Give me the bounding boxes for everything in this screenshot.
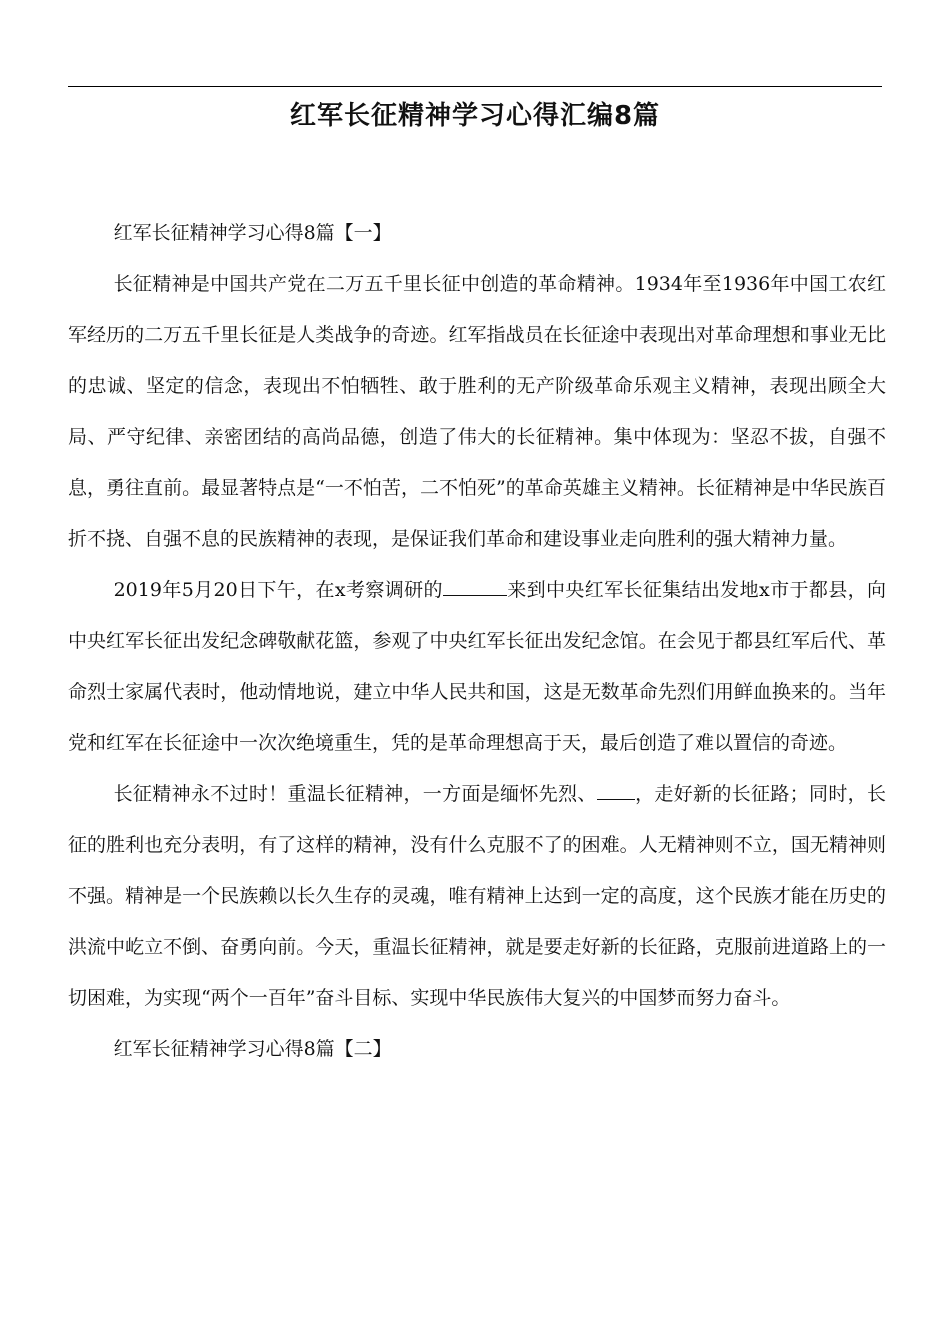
fill-in-blank [597, 778, 635, 800]
paragraph-2 [68, 565, 886, 769]
fill-in-blank [443, 574, 507, 596]
paragraph-3-text-a: 长征精神永不过时！重温长征精神，一方面是缅怀先烈、 [113, 783, 597, 805]
section-heading-1: 红军长征精神学习心得8篇【一】 [113, 222, 392, 244]
document-title: 红军长征精神学习心得汇编8篇 [289, 101, 661, 131]
paragraph-1: 长征精神是中国共产党在二万五千里长征中创造的革命精神。1934年至1936年中国工农红军经历的二万五千里长征是人类战争的奇迹。红军指战员在长征途中表现出对革命理想和事业无比的忠诚、坚定的信念，表现出不怕牺牲、敢于胜利的无产阶级革命乐观主义精神，表现出顾全大局、严守纪律、亲密团结的高尚品德，创造了伟大的长征精神。集中体现为：坚忍不拔，自强不息，勇往直前。最显著特点是“一不怕苦，二不怕死”的革命英雄主义精神。长征精神是中华民族百折不挠、自强不息的民族精神的表现，是保证我们革命和建设事业走向胜利的强大精神力量。 [68, 273, 886, 550]
paragraph-2-text-a: 2019年5月20日下午，在x考察调研的 [113, 579, 443, 601]
header-rule [68, 86, 882, 87]
paragraph-3-text-b: ，走好新的长征路；同时，长征的胜利也充分表明，有了这样的精神，没有什么克服不了的困难。人无精神则不立，国无精神则不强。精神是一个民族赖以长久生存的灵魂，唯有精神上达到一定的高度，这个民族才能在历史的洪流中屹立不倒、奋勇向前。今天，重温长征精神，就是要走好新的长征路，克服前进道路上的一切困难，为实现“两个一百年”奋斗目标、实现中华民族伟大复兴的中国梦而努力奋斗。 [68, 783, 886, 1009]
section-heading-2: 红军长征精神学习心得8篇【二】 [113, 1038, 392, 1060]
document-body [68, 208, 886, 1075]
paragraph-3 [68, 769, 886, 1024]
paragraph-2-text-b: 来到中央红军长征集结出发地x市于都县，向中央红军长征出发纪念碑敬献花篮，参观了中央红军长征出发纪念馆。在会见于都县红军后代、革命烈士家属代表时，他动情地说，建立中华人民共和国，这是无数革命先烈们用鲜血换来的。当年党和红军在长征途中一次次绝境重生，凭的是革命理想高于天，最后创造了难以置信的奇迹。 [68, 579, 886, 754]
